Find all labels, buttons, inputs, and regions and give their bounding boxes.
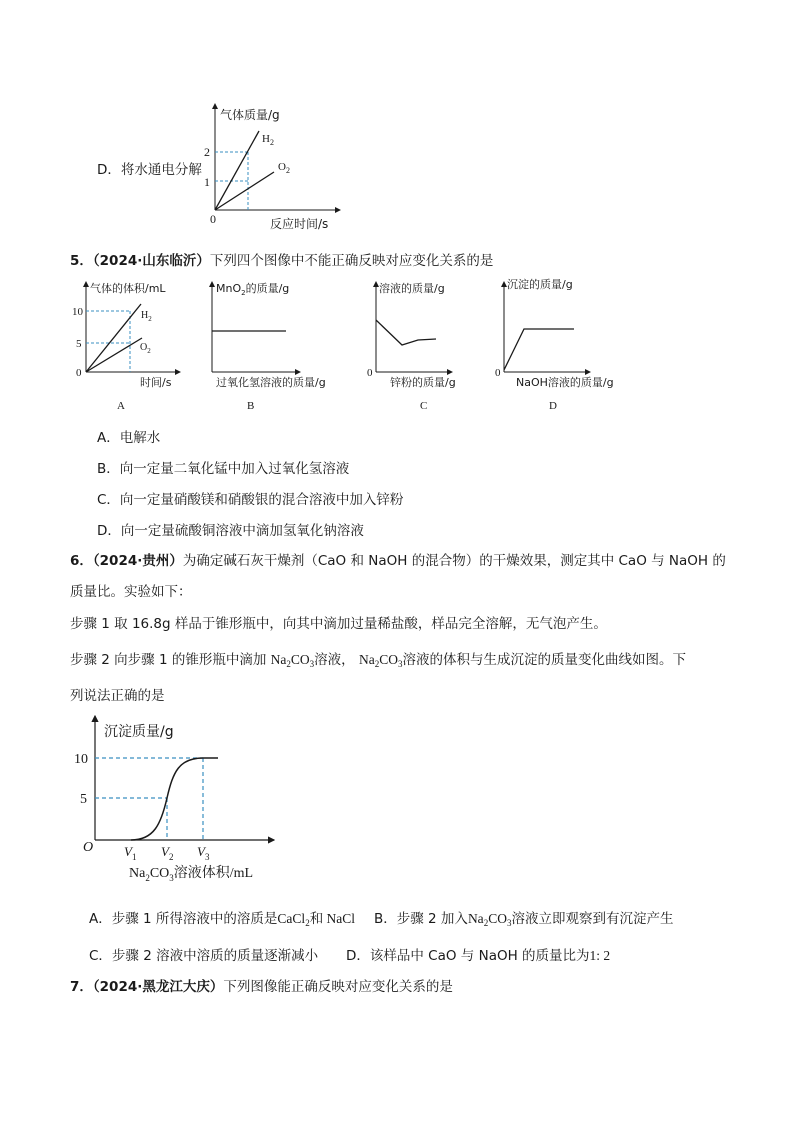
svg-text:0: 0 [495,367,501,379]
q5-option-a: A．电解水 [97,430,161,446]
q6-step1: 步骤 1 取 16.8g 样品于锥形瓶中，向其中滴加过量稀盐酸，样品完全溶解，无气泡产生。 [70,616,607,632]
svg-text:时间/s: 时间/s [140,376,172,389]
q5-d-line [504,329,574,370]
svg-text:MnO2的质量/g: MnO$_2$的质量/g [216,282,290,297]
q5-chart-d [490,278,630,418]
q7-stem: 7．（2024·黑龙江大庆）下列图像能正确反映对应变化关系的是 [70,979,453,995]
svg-text:B: B [247,400,255,412]
svg-text:沉淀质量/g: 沉淀质量/g [104,724,174,740]
q5-chart-a [70,278,200,418]
q4-chart [196,100,356,235]
q5-option-d: D．向一定量硫酸铜溶液中滴加氢氧化钠溶液 [97,523,364,539]
q5-chart-c [362,278,482,418]
q5-number: 5． [70,253,93,269]
q4-tick-2: 2 [204,145,210,159]
svg-text:Na2CO3溶液体积/mL: $Na_2CO_3$溶液体积/mL [129,866,254,883]
q4-tick-0: 0 [210,212,216,226]
svg-text:H2: $H_2$ [141,310,152,323]
q4-option-d: D．将水通电分解 [97,162,202,178]
svg-text:D: D [549,400,557,412]
svg-text:5: 5 [76,338,82,350]
q6-option-c: C．步骤 2 溶液中溶质的质量逐渐减小 [89,948,319,964]
q4-o2-label: $O_2$ [278,161,290,175]
q6-option-d: D．该样品中 CaO 与 NaOH 的质量比为1: 2 [346,948,611,964]
q4-line-o2 [215,172,274,210]
svg-text:A: A [117,400,125,412]
q5-stem-text: 下列四个图像中不能正确反映对应变化关系的是 [209,253,494,269]
q6-option-a: A．步骤 1 所得溶液中的溶质是CaCl$_2$和 NaCl [89,911,356,928]
svg-text:0: 0 [76,367,82,379]
svg-text:10: 10 [72,306,83,318]
svg-text:V1: $V_1$ [124,844,137,862]
q6-curve [131,758,218,840]
q5-source: （2024·山东临沂） [92,253,210,269]
svg-text:V3: $V_3$ [197,844,210,862]
q6-stem-line1: 6．（2024·贵州）为确定碱石灰干燥剂（CaO 和 NaOH 的混合物）的干燥效果，测定其中 CaO 与 NaOH 的 [70,553,726,569]
svg-text:5: 5 [80,792,87,807]
q4-h2-label: $H_2$ [262,133,274,147]
svg-text:过氧化氢溶液的质量/g: 过氧化氢溶液的质量/g [216,376,326,389]
q4-tick-1: 1 [204,175,210,189]
q5-c-line [376,320,436,345]
svg-text:V2: $V_2$ [161,844,174,862]
svg-text:溶液的质量/g: 溶液的质量/g [379,282,445,295]
q4-ylabel: 气体质量/g [220,108,280,122]
q6-step2-line2: 列说法正确的是 [70,688,165,704]
svg-text:气体的体积/mL: 气体的体积/mL [90,282,166,295]
q5-stem [70,249,493,269]
svg-text:锌粉的质量/g: 锌粉的质量/g [390,376,456,389]
q4-xlabel: 反应时间/s [270,217,329,231]
q6-chart [76,714,296,884]
svg-text:O2: $O_2$ [140,342,151,355]
svg-text:O: O [83,840,94,855]
q6-stem-line2: 质量比。实验如下： [70,584,192,600]
svg-text:0: 0 [367,367,373,379]
svg-text:10: 10 [74,752,88,767]
svg-text:沉淀的质量/g: 沉淀的质量/g [507,278,573,291]
q6-option-b: B．步骤 2 加入$Na_2CO_3$溶液立即观察到有沉淀产生 [374,911,674,928]
q5-option-c: C．向一定量硝酸镁和硝酸银的混合溶液中加入锌粉 [97,492,404,508]
svg-text:NaOH溶液的质量/g: NaOH溶液的质量/g [516,376,614,389]
svg-text:C: C [420,400,428,412]
q5-option-b: B．向一定量二氧化锰中加入过氧化氢溶液 [97,461,350,477]
q5-chart-b [202,278,352,418]
q4-line-h2 [215,131,259,210]
q6-step2: 步骤 2 向步骤 1 的锥形瓶中滴加 $Na_2CO_3$溶液， $Na_2CO_3$溶液的体积与生成沉淀的质量变化曲线如图。下 [70,652,686,669]
